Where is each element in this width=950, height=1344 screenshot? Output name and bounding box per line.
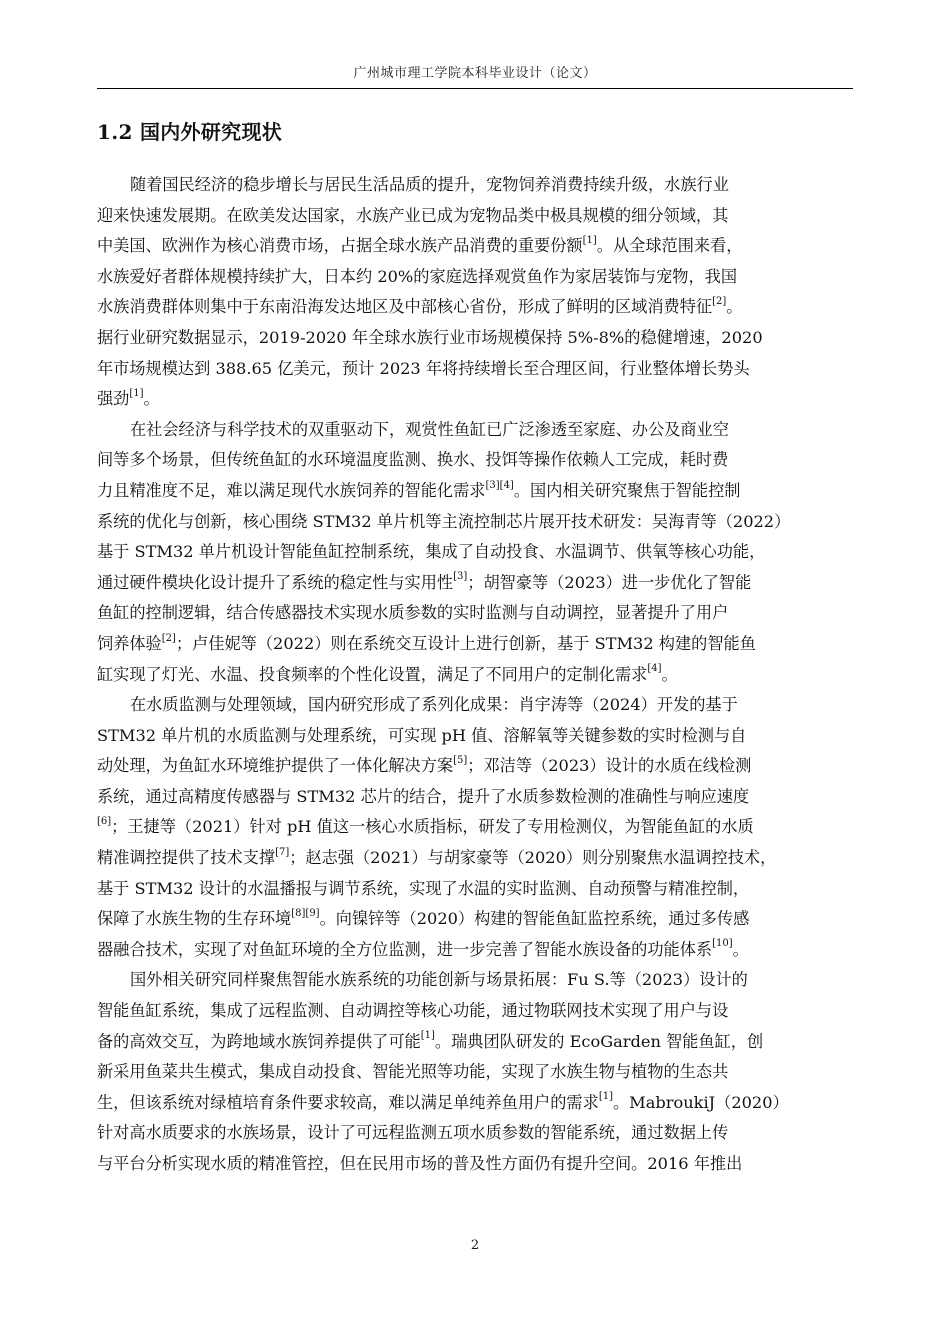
text-line: 年市场规模达到 388.65 亿美元，预计 2023 年将持续增长至合理区间，行业整体增长势头: [97, 358, 750, 378]
citation-marker: [4]: [499, 479, 514, 491]
header-title: 广州城市理工学院本科毕业设计（论文）: [353, 66, 597, 81]
paragraph-2: [97, 415, 853, 690]
citation-marker: [9]: [305, 907, 320, 919]
page-header: [97, 62, 853, 89]
citation-marker: [2]: [712, 295, 727, 307]
body-text: [97, 170, 853, 1180]
text-line: 在水质监测与处理领域，国内研究形成了系列化成果：肖宇涛等（2024）开发的基于: [130, 695, 738, 715]
text-line: STM32 单片机的水质监测与处理系统，可实现 pH 值、溶解氧等关键参数的实时检测与自: [97, 725, 747, 745]
text-line: 针对高水质要求的水族场景，设计了可远程监测五项水质参数的智能系统，通过数据上传: [97, 1123, 729, 1143]
paragraph-1: [97, 170, 853, 415]
text-line: 饲养体验[2]；卢佳妮等（2022）则在系统交互设计上进行创新，基于 STM32 构建的智能鱼: [97, 632, 756, 653]
citation-marker: [10]: [712, 938, 733, 950]
page-number: 2: [470, 1238, 480, 1253]
text-line: 备的高效交互，为跨地域水族饲养提供了可能[1]。瑞典团队研发的 EcoGarden 智能鱼缸，创: [97, 1030, 764, 1051]
citation-marker: [4]: [647, 663, 662, 675]
citation-marker: [3]: [485, 479, 500, 491]
text-line: 系统的优化与创新，核心围绕 STM32 单片机等主流控制芯片展开技术研发：吴海青等（2022）: [97, 511, 791, 531]
citation-marker: [1]: [582, 234, 597, 246]
text-line: 强劲[1]。: [97, 387, 160, 409]
text-line: 鱼缸的控制逻辑，结合传感器技术实现水质参数的实时监测与自动调控，显著提升了用户: [97, 603, 729, 623]
text-line: 器融合技术，实现了对鱼缸环境的全方位监测，进一步完善了智能水族设备的功能体系[10]。: [97, 938, 749, 959]
text-line: 缸实现了灯光、水温、投食频率的个性化设置，满足了不同用户的定制化需求[4]。: [97, 663, 678, 684]
text-line: 间等多个场景，但传统鱼缸的水环境温度监测、换水、投饵等操作依赖人工完成，耗时费: [97, 450, 729, 470]
text-line: 精准调控提供了技术支撑[7]；赵志强（2021）与胡家豪等（2020）则分别聚焦水温调控技术，: [97, 846, 777, 868]
text-line: 在社会经济与科学技术的双重驱动下，观赏性鱼缸已广泛渗透至家庭、办公及商业空: [130, 419, 729, 439]
text-line: 动处理，为鱼缸水环境维护提供了一体化解决方案[5]；邓洁等（2023）设计的水质在线检测: [97, 754, 752, 776]
text-line: 据行业研究数据显示，2019-2020 年全球水族行业市场规模保持 5%-8%的稳健增速，2020: [97, 327, 763, 347]
citation-marker: [2]: [161, 632, 176, 644]
text-line: 新采用鱼菜共生模式，集成自动投食、智能光照等功能，实现了水族生物与植物的生态共: [97, 1062, 729, 1082]
text-line: 迎来快速发展期。在欧美发达国家，水族产业已成为宠物品类中极具规模的细分领域，其: [97, 205, 729, 225]
text-line: 水族消费群体则集中于东南沿海发达地区及中部核心省份，形成了鲜明的区域消费特征[2]。: [97, 295, 743, 317]
text-line: 国外相关研究同样聚焦智能水族系统的功能创新与场景拓展：Fu S.等（2023）设计的: [130, 970, 748, 990]
citation-marker: [3]: [453, 571, 468, 583]
text-line: 基于 STM32 单片机设计智能鱼缸控制系统，集成了自动投食、水温调节、供氧等核心功能，: [97, 542, 766, 562]
paragraph-3: [97, 690, 853, 965]
citation-marker: [1]: [598, 1091, 613, 1103]
text-line: 智能鱼缸系统，集成了远程监测、自动调控等核心功能，通过物联网技术实现了用户与设: [97, 1001, 729, 1021]
text-line: 中美国、欧洲作为核心消费市场，占据全球水族产品消费的重要份额[1]。从全球范围来看，: [97, 234, 743, 256]
citation-marker: [8]: [291, 907, 306, 919]
text-line: 随着国民经济的稳步增长与居民生活品质的提升，宠物饲养消费持续升级，水族行业: [130, 175, 729, 194]
citation-marker: [6]: [97, 816, 112, 828]
text-line: 系统，通过高精度传感器与 STM32 芯片的结合，提升了水质参数检测的准确性与响应速度: [97, 786, 750, 806]
citation-marker: [1]: [129, 387, 144, 399]
text-line: 力且精准度不足，难以满足现代水族饲养的智能化需求[3][4]。国内相关研究聚焦于智能控制: [97, 479, 741, 500]
text-line: 生，但该系统对绿植培育条件要求较高，难以满足单纯养鱼用户的需求[1]。MabroukiJ（2020）: [97, 1091, 789, 1112]
paragraph-4: [97, 965, 853, 1179]
text-line: 与平台分析实现水质的精准管控，但在民用市场的普及性方面仍有提升空间。2016 年推出: [97, 1154, 743, 1173]
citation-marker: [5]: [453, 754, 468, 766]
text-line: 保障了水族生物的生存环境[8][9]。向镍锌等（2020）构建的智能鱼缸监控系统，通过多传感: [97, 907, 750, 929]
citation-marker: [1]: [420, 1030, 435, 1042]
text-line: [6]；王捷等（2021）针对 pH 值这一核心水质指标，研发了专用检测仪，为智能鱼缸的水质: [97, 816, 754, 837]
text-line: 水族爱好者群体规模持续扩大，日本约 20%的家庭选择观赏鱼作为家居装饰与宠物，我国: [97, 266, 738, 286]
citation-marker: [7]: [275, 846, 290, 858]
section-title: 1.2 国内外研究现状: [97, 120, 283, 144]
text-line: 通过硬件模块化设计提升了系统的稳定性与实用性[3]；胡智豪等（2023）进一步优化了智能: [97, 571, 752, 592]
text-line: 基于 STM32 设计的水温播报与调节系统，实现了水温的实时监测、自动预警与精准控制，: [97, 878, 750, 898]
